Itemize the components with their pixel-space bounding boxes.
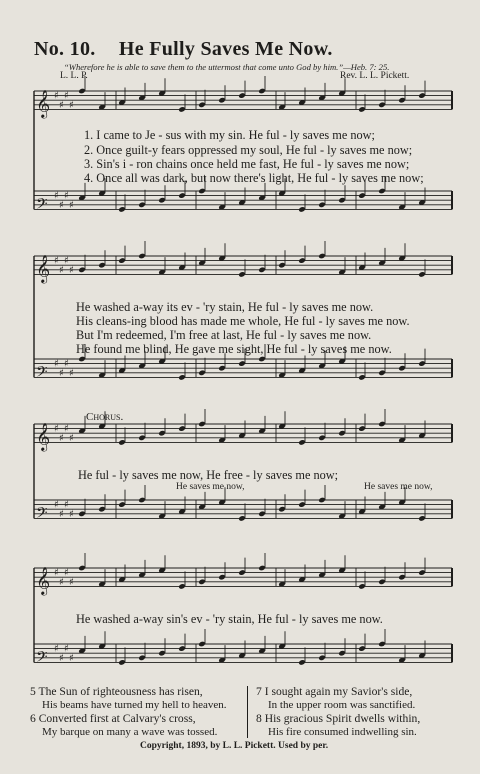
sharp-sign: ♯ — [69, 264, 74, 276]
sharp-sign: ♯ — [69, 99, 74, 111]
sharp-sign: ♯ — [59, 432, 64, 444]
sharp-sign: ♯ — [54, 255, 59, 267]
sharp-sign: ♯ — [64, 358, 69, 370]
sharp-sign: ♯ — [64, 190, 69, 202]
sharp-sign: ♯ — [69, 508, 74, 520]
verse-line: In the upper room was sanctified. — [268, 698, 416, 711]
bass-clef: 𝄢 — [36, 648, 48, 670]
scripture-epigraph: “Wherefore he is able to save them to the uttermost that come unto God by him.”—Heb. 7: 25. — [64, 62, 390, 72]
sharp-sign: ♯ — [64, 423, 69, 435]
sharp-sign: ♯ — [54, 423, 59, 435]
words-author: L. L. P. — [60, 71, 88, 81]
verse-line: 6 Converted first at Calvary's cross, — [30, 712, 196, 725]
bass-clef: 𝄢 — [36, 195, 48, 217]
sharp-sign: ♯ — [69, 199, 74, 211]
sharp-sign: ♯ — [59, 264, 64, 276]
verse-line: His fire consumed indwelling sin. — [268, 725, 417, 738]
bass-clef: 𝄢 — [36, 363, 48, 385]
sharp-sign: ♯ — [64, 90, 69, 102]
lyric-line: 1. I came to Je - sus with my sin. He ful - ly saves me now; — [84, 128, 375, 142]
sharp-sign: ♯ — [54, 643, 59, 655]
lyric-line: He found me blind, He gave me sight, He ful - ly saves me now. — [76, 342, 392, 356]
lyric-line: He washed a-way sin's ev - 'ry stain, He ful - ly saves me now. — [76, 612, 383, 626]
hymn-title: He Fully Saves Me Now. — [118, 38, 333, 60]
sharp-sign: ♯ — [54, 567, 59, 579]
copyright-notice: Copyright, 1893, by L. L. Pickett. Used by per. — [140, 741, 329, 751]
sharp-sign: ♯ — [64, 499, 69, 511]
sharp-sign: ♯ — [54, 499, 59, 511]
sharp-sign: ♯ — [69, 432, 74, 444]
verse-line: His beams have turned my hell to heaven. — [42, 698, 227, 711]
sharp-sign: ♯ — [59, 652, 64, 664]
sharp-sign: ♯ — [59, 367, 64, 379]
sharp-sign: ♯ — [59, 508, 64, 520]
lyric-line: 3. Sin's i - ron chains once held me fast, He ful - ly saves me now; — [84, 157, 410, 171]
sharp-sign: ♯ — [69, 652, 74, 664]
lyric-line: 2. Once guilt-y fears oppressed my soul, He ful - ly saves me now; — [84, 143, 413, 157]
lower-part-lyric: He saves me now, — [364, 482, 433, 492]
chorus-label: Chorus. — [86, 411, 124, 423]
sharp-sign: ♯ — [69, 367, 74, 379]
sharp-sign: ♯ — [54, 90, 59, 102]
verse-divider — [247, 686, 248, 738]
sharp-sign: ♯ — [64, 255, 69, 267]
lyric-line: 4. Once all was dark, but now there's light, He ful - ly saves me now; — [84, 171, 424, 185]
lyric-line: He ful - ly saves me now, He free - ly saves me now; — [78, 468, 339, 482]
music-composer: Rev. L. L. Pickett. — [340, 71, 410, 81]
bass-clef: 𝄢 — [36, 504, 48, 526]
hymn-number: No. 10. — [34, 38, 96, 60]
sharp-sign: ♯ — [54, 358, 59, 370]
lyric-line: His cleans-ing blood has made me whole, He ful - ly saves me now. — [76, 314, 410, 328]
treble-clef: 𝄞 — [36, 422, 51, 451]
treble-clef: 𝄞 — [36, 89, 51, 118]
sharp-sign: ♯ — [64, 643, 69, 655]
treble-clef: 𝄞 — [36, 566, 51, 595]
sharp-sign: ♯ — [69, 576, 74, 588]
lyric-line: But I'm redeemed, I'm free at last, He ful - ly saves me now. — [76, 328, 372, 342]
verse-line: 5 The Sun of righteousness has risen, — [30, 685, 203, 698]
treble-clef: 𝄞 — [36, 254, 51, 283]
verse-line: My barque on many a wave was tossed. — [42, 725, 218, 738]
verse-line: 7 I sought again my Savior's side, — [256, 685, 413, 698]
sharp-sign: ♯ — [64, 567, 69, 579]
lower-part-lyric: He saves me now, — [176, 482, 245, 492]
sharp-sign: ♯ — [59, 199, 64, 211]
verse-line: 8 His gracious Spirit dwells within, — [256, 712, 421, 725]
sharp-sign: ♯ — [54, 190, 59, 202]
lyric-line: He washed a-way its ev - 'ry stain, He ful - ly saves me now. — [76, 300, 374, 314]
sharp-sign: ♯ — [59, 99, 64, 111]
sharp-sign: ♯ — [59, 576, 64, 588]
verses-right-column — [256, 685, 420, 739]
verses-left-column — [30, 685, 227, 739]
